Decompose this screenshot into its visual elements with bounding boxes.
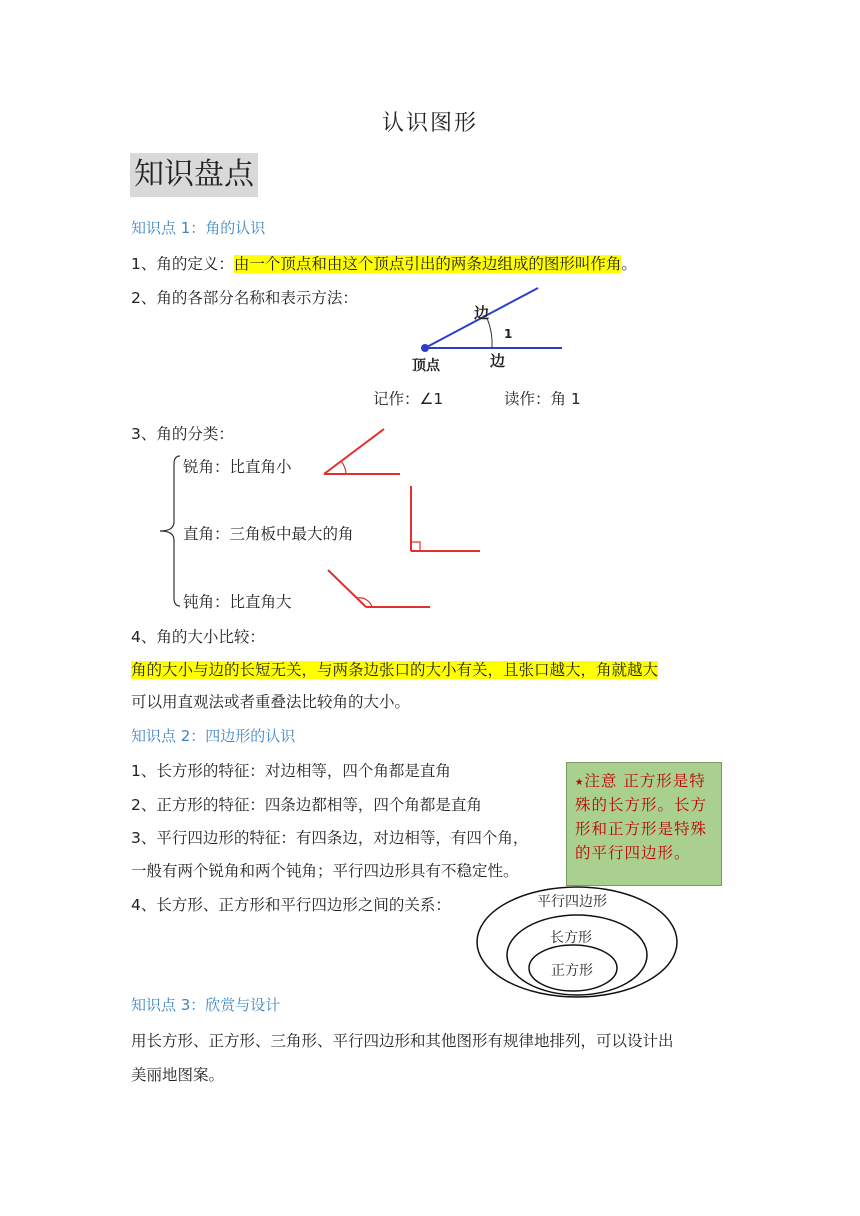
compare-line: 4、角的大小比较： bbox=[131, 628, 265, 646]
vertex-label: 顶点 bbox=[412, 358, 440, 374]
parallelogram-feature-cont: 一般有两个锐角和两个钝角；平行四边形具有不稳定性。 bbox=[131, 862, 519, 880]
angle-definition bbox=[131, 252, 637, 274]
rectangle-label: 长方形 bbox=[550, 930, 592, 946]
relation-diagram bbox=[474, 884, 680, 1000]
notation-write: 记作：∠1 bbox=[373, 390, 444, 408]
right-angle-text: 直角：三角板中最大的角 bbox=[183, 525, 354, 543]
acute-angle-text: 锐角：比直角小 bbox=[183, 458, 292, 476]
classification-brace bbox=[156, 452, 186, 612]
kp2-heading: 知识点 2：四边形的认识 bbox=[131, 727, 296, 745]
relation-line: 4、长方形、正方形和平行四边形之间的关系： bbox=[131, 896, 451, 914]
obtuse-angle-figure bbox=[322, 566, 434, 612]
vertex-dot bbox=[421, 344, 429, 352]
page-title: 认识图形 bbox=[381, 111, 478, 136]
section-heading: 知识盘点 bbox=[130, 153, 258, 197]
note-box: ⭑注意 正方形是特殊的长方形。长方形和正方形是特殊的平行四边形。 bbox=[566, 762, 722, 886]
kp3-heading: 知识点 3：欣赏与设计 bbox=[131, 996, 281, 1014]
side-top-label: 边 bbox=[474, 304, 490, 322]
compare-method: 可以用直观法或者重叠法比较角的大小。 bbox=[131, 693, 411, 711]
angle-number-label: 1 bbox=[504, 327, 513, 341]
angle-arc bbox=[487, 318, 492, 348]
parts-line: 2、角的各部分名称和表示方法： bbox=[131, 289, 358, 307]
classification-line: 3、角的分类： bbox=[131, 425, 234, 443]
rectangle-ellipse bbox=[507, 915, 647, 995]
def-suffix: 。 bbox=[621, 255, 637, 273]
side-bottom-label: 边 bbox=[490, 352, 506, 370]
compare-highlight bbox=[131, 658, 658, 680]
def-prefix: 1、角的定义： bbox=[131, 255, 234, 273]
acute-angle-figure bbox=[318, 425, 408, 480]
parallelogram-feature: 3、平行四边形的特征：有四条边，对边相等，有四个角， bbox=[131, 829, 529, 847]
rectangle-feature: 1、长方形的特征：对边相等，四个角都是直角 bbox=[131, 762, 451, 780]
right-angle-figure bbox=[404, 484, 484, 556]
design-text-line2: 美丽地图案。 bbox=[131, 1066, 225, 1084]
notation-read: 读作：角 1 bbox=[504, 390, 581, 408]
compare-highlight-text: 角的大小与边的长短无关，与两条边张口的大小有关，且张口越大，角就越大 bbox=[131, 661, 659, 679]
obtuse-angle-text: 钝角：比直角大 bbox=[183, 593, 292, 611]
parallelogram-label: 平行四边形 bbox=[537, 894, 607, 910]
kp1-heading: 知识点 1：角的认识 bbox=[131, 219, 266, 237]
angle-parts-diagram bbox=[410, 280, 570, 380]
square-feature: 2、正方形的特征：四条边都相等，四个角都是直角 bbox=[131, 796, 482, 814]
def-highlight: 由一个顶点和由这个顶点引出的两条边组成的图形叫作角 bbox=[233, 255, 622, 273]
design-text-line1: 用长方形、正方形、三角形、平行四边形和其他图形有规律地排列，可以设计出 bbox=[131, 1032, 674, 1050]
square-label: 正方形 bbox=[551, 963, 593, 979]
